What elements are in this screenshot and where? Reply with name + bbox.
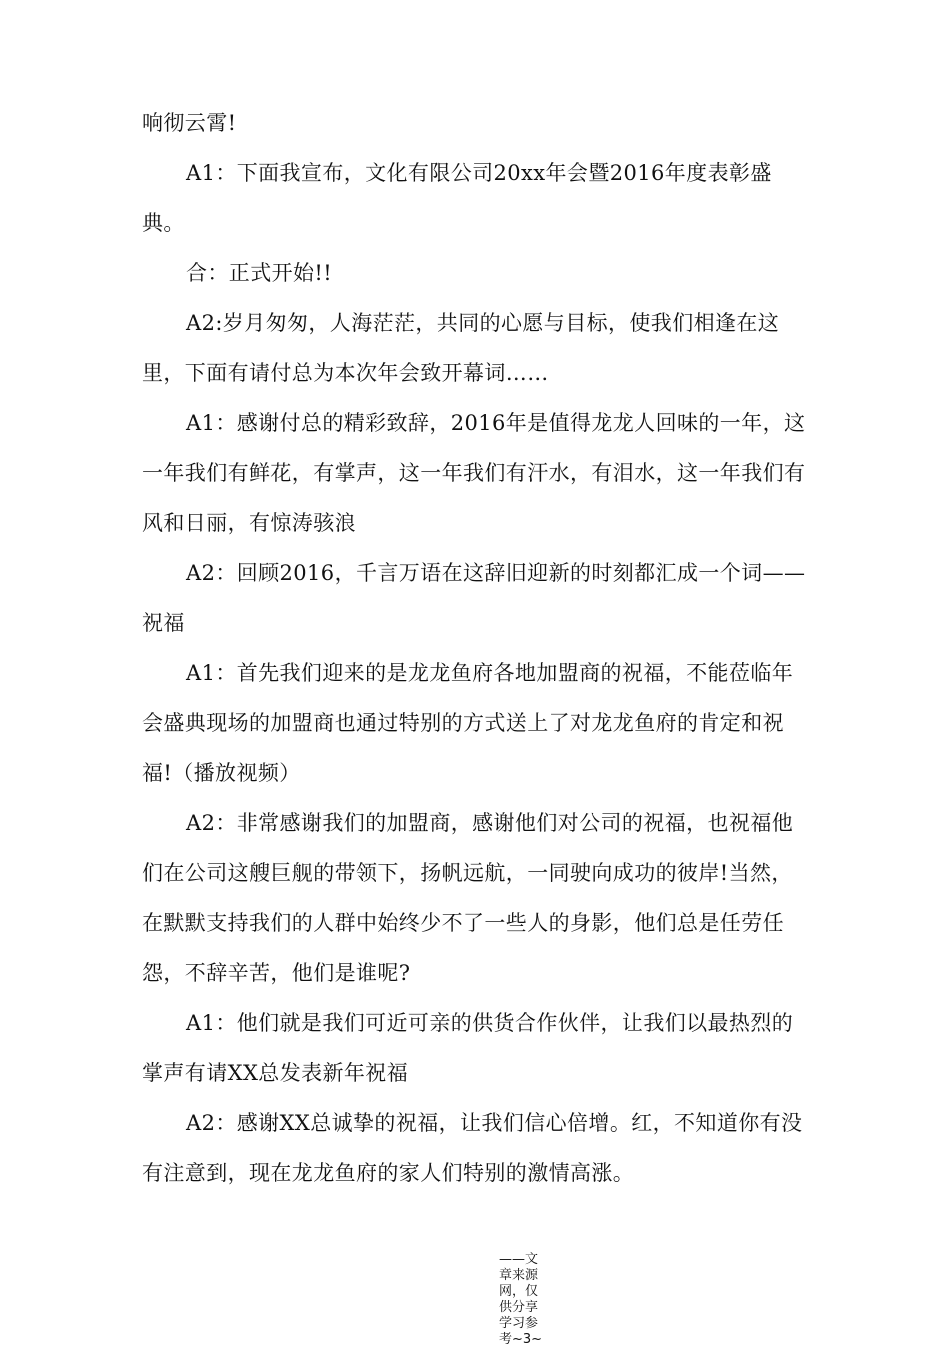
paragraph: A2:岁月匆匆，人海茫茫，共同的心愿与目标，使我们相逢在这里，下面有请付总为本次年会致开幕词…… xyxy=(142,311,780,385)
paragraph: A2：回顾2016，千言万语在这辞旧迎新的时刻都汇成一个词——祝福 xyxy=(142,561,806,635)
paragraph: A2：感谢XX总诚挚的祝福，让我们信心倍增。红，不知道你有没有注意到，现在龙龙鱼府的家人们特别的激情高涨。 xyxy=(142,1111,803,1185)
paragraph: A1：首先我们迎来的是龙龙鱼府各地加盟商的祝福，不能莅临年会盛典现场的加盟商也通过特别的方式送上了对龙龙鱼府的肯定和祝福!（播放视频） xyxy=(142,661,794,785)
paragraph: 合：正式开始!! xyxy=(186,261,333,285)
paragraph: A1：下面我宣布，文化有限公司20xx年会暨2016年度表彰盛典。 xyxy=(142,161,772,235)
paragraph: A1：感谢付总的精彩致辞，2016年是值得龙龙人回味的一年，这一年我们有鲜花，有掌声，这一年我们有汗水，有泪水，这一年我们有风和日丽，有惊涛骇浪 xyxy=(142,411,806,535)
paragraph: A2：非常感谢我们的加盟商，感谢他们对公司的祝福，也祝福他们在公司这艘巨舰的带领下，扬帆远航，一同驶向成功的彼岸!当然，在默默支持我们的人群中始终少不了一些人的身影，他们总是任劳任怨，不辞辛苦，他们是谁呢? xyxy=(142,811,794,985)
paragraph: A1：他们就是我们可近可亲的供货合作伙伴，让我们以最热烈的掌声有请XX总发表新年祝福 xyxy=(142,1011,794,1085)
paragraph: 响彻云霄! xyxy=(142,111,237,135)
document-body xyxy=(142,98,806,1198)
page-footer: ——文章来源网，仅供分享学习参考~3~ xyxy=(499,1252,543,1347)
